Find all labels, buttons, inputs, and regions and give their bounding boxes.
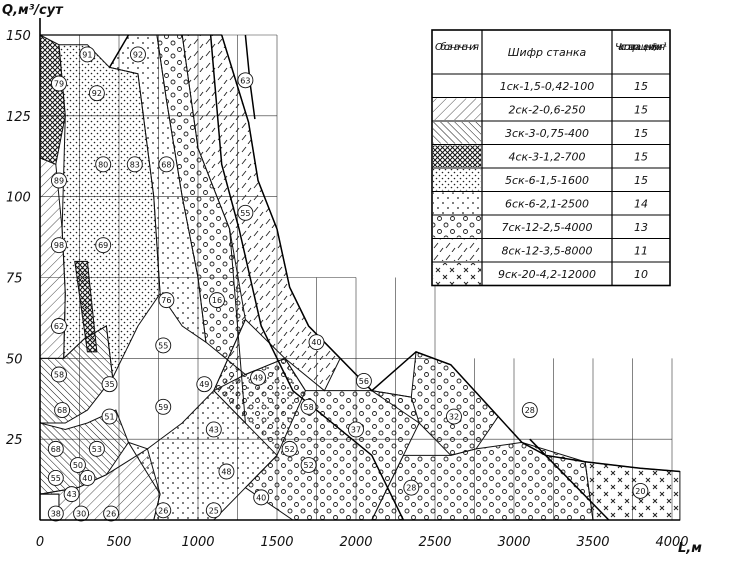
x-tick-label: 3000 <box>497 535 531 550</box>
region-label-text: 55 <box>158 341 169 351</box>
region-label-text: 43 <box>208 425 219 435</box>
region-label <box>238 205 253 220</box>
region-label-text: 92 <box>132 50 144 60</box>
region-label <box>159 293 174 308</box>
region-label <box>254 490 269 505</box>
legend-machine-code: 6ск-6-2,1-2500 <box>504 197 590 211</box>
region-label-text: 58 <box>53 370 65 380</box>
legend-swatch-crosshatch <box>433 146 481 168</box>
y-tick-label: 100 <box>6 190 31 206</box>
legend-swatch-circles <box>433 216 481 238</box>
legend-frequency: 15 <box>634 79 648 93</box>
region-label <box>55 403 70 418</box>
region-label <box>130 47 145 62</box>
legend-swatch-blank <box>433 75 481 97</box>
legend-swatch-dots-sparse <box>433 193 481 215</box>
region-label <box>219 464 234 479</box>
region-label-text: 49 <box>199 380 210 390</box>
region-label <box>156 399 171 414</box>
region-label-text: 63 <box>240 76 251 86</box>
x-tick-label: 1000 <box>181 535 215 550</box>
region-label <box>102 377 117 392</box>
legend-frequency: 10 <box>634 267 648 281</box>
region-label-text: 91 <box>82 50 93 60</box>
region-label-text: 62 <box>53 322 65 331</box>
region-label-text: 79 <box>53 79 65 89</box>
region-label-text: 80 <box>98 160 109 170</box>
region-label-text: 59 <box>158 402 169 412</box>
region-label <box>102 409 117 424</box>
legend-machine-code: 3ск-3-0,75-400 <box>504 126 590 140</box>
x-tick-label: 500 <box>106 535 132 550</box>
region-label-text: 16 <box>211 296 223 306</box>
region-label-text: 28 <box>406 483 417 493</box>
region-label-text: 55 <box>50 473 61 483</box>
legend-frequency: 15 <box>634 103 648 117</box>
region-label-text: 55 <box>240 208 251 218</box>
legend-header-freq: Частота вращений, мин⁻¹ <box>615 42 667 53</box>
legend-swatch-crosses <box>433 263 481 285</box>
region-label <box>404 480 419 495</box>
legend-frequency: 13 <box>634 220 648 234</box>
region-label-text: 89 <box>53 176 65 186</box>
region-label <box>238 73 253 88</box>
region-label <box>156 503 171 518</box>
region-label-text: 28 <box>524 406 535 416</box>
region-label <box>301 399 316 414</box>
region-label <box>356 373 371 388</box>
region-label <box>156 338 171 353</box>
region-label-text: 98 <box>53 241 65 251</box>
region-label-text: 38 <box>50 509 61 519</box>
region-label-text: 56 <box>358 376 369 386</box>
region-label <box>159 157 174 172</box>
legend-swatch-hatch-light <box>433 99 481 121</box>
region-label <box>446 409 461 424</box>
region-label <box>282 441 297 456</box>
x-tick-label: 2500 <box>418 535 452 550</box>
region-label <box>209 293 224 308</box>
x-axis-title: L,м <box>678 541 702 556</box>
region-label-text: 26 <box>106 509 117 519</box>
region-label <box>127 157 142 172</box>
region-label-text: 68 <box>57 406 68 416</box>
region-label-text: 50 <box>72 461 84 471</box>
legend-frequency: 14 <box>634 197 648 211</box>
legend-machine-code: 4ск-3-1,2-700 <box>508 150 586 164</box>
region-label <box>64 487 79 502</box>
region-label-text: 52 <box>284 444 295 454</box>
legend-machine-code: 8ск-12-3,5-8000 <box>501 244 593 258</box>
region-circles <box>372 442 593 520</box>
region-label <box>51 76 66 91</box>
legend-swatch-dots-fine <box>433 169 481 191</box>
region-label-text: 68 <box>50 444 61 454</box>
region-label-text: 20 <box>635 486 646 496</box>
legend-frequency: 15 <box>634 150 648 164</box>
region-label <box>48 506 63 521</box>
legend-machine-code: 1ск-1,5-0,42-100 <box>499 79 595 93</box>
region-label <box>206 503 221 518</box>
region-label-text: 48 <box>221 467 232 477</box>
region-label-text: 68 <box>161 160 172 170</box>
region-label <box>522 403 537 418</box>
region-label-text: 52 <box>303 461 314 471</box>
region-label-text: 49 <box>252 373 264 383</box>
legend-machine-code: 2ск-2-0,6-250 <box>508 103 586 117</box>
region-label-text: 30 <box>75 509 87 519</box>
region-label <box>104 506 119 521</box>
region-label <box>633 483 648 498</box>
region-label <box>80 47 95 62</box>
region-label-text: 83 <box>129 160 140 170</box>
y-tick-label: 150 <box>6 29 31 44</box>
y-tick-label: 25 <box>6 433 23 449</box>
legend-machine-code: 7ск-12-2,5-4000 <box>501 220 593 234</box>
y-axis-title: Q,м³/сут <box>2 3 63 18</box>
region-label <box>74 506 89 521</box>
legend-frequency: 15 <box>634 126 648 140</box>
region-label-text: 43 <box>66 490 77 500</box>
legend-frequency: 11 <box>634 244 648 258</box>
region-label-text: 53 <box>91 444 102 454</box>
x-tick-label: 2000 <box>339 535 373 550</box>
region-label <box>309 335 324 350</box>
region-label <box>96 157 111 172</box>
legend-swatch-hatch-back <box>433 122 481 144</box>
region-label-text: 40 <box>311 338 322 348</box>
region-label <box>251 370 266 385</box>
legend-header-symbol: Обозна-чения <box>435 42 479 53</box>
region-label-text: 32 <box>448 412 460 422</box>
region-label <box>51 173 66 188</box>
legend-machine-code: 9ск-20-4,2-12000 <box>497 267 597 281</box>
region-label-text: 76 <box>161 296 172 306</box>
region-label <box>301 458 316 473</box>
region-label <box>349 422 364 437</box>
region-label-text: 69 <box>98 241 109 251</box>
y-tick-label: 75 <box>6 271 23 287</box>
region-label <box>80 470 95 485</box>
legend-frequency: 15 <box>634 173 648 187</box>
region-label-text: 58 <box>303 402 314 412</box>
x-tick-label: 3500 <box>576 535 610 550</box>
region-label-text: 51 <box>104 412 115 422</box>
region-label <box>89 441 104 456</box>
region-label <box>89 86 104 101</box>
y-tick-label: 50 <box>6 352 23 368</box>
region-label <box>48 441 63 456</box>
region-label-text: 92 <box>91 89 102 99</box>
region-label-text: 35 <box>104 380 115 390</box>
legend-header-code: Шифр станка <box>507 46 587 59</box>
x-tick-label: 1500 <box>260 535 294 550</box>
region-label <box>70 458 85 473</box>
region-label <box>206 422 221 437</box>
region-label-text: 40 <box>256 493 267 503</box>
x-tick-label: 4000 <box>655 535 689 550</box>
x-tick-label: 0 <box>35 535 45 550</box>
legend-machine-code: 5ск-6-1,5-1600 <box>504 173 590 187</box>
region-label <box>51 319 66 334</box>
region-label <box>51 238 66 253</box>
region-label-text: 25 <box>208 506 219 516</box>
region-label <box>197 377 212 392</box>
y-tick-label: 125 <box>6 109 31 125</box>
region-label <box>48 470 63 485</box>
legend-table <box>432 30 670 286</box>
region-label-text: 26 <box>158 506 169 516</box>
region-label-text: 40 <box>82 473 93 483</box>
region-label-text: 37 <box>350 425 362 435</box>
legend-swatch-dash-diag <box>433 240 481 262</box>
region-label <box>96 238 111 253</box>
region-label <box>51 367 66 382</box>
